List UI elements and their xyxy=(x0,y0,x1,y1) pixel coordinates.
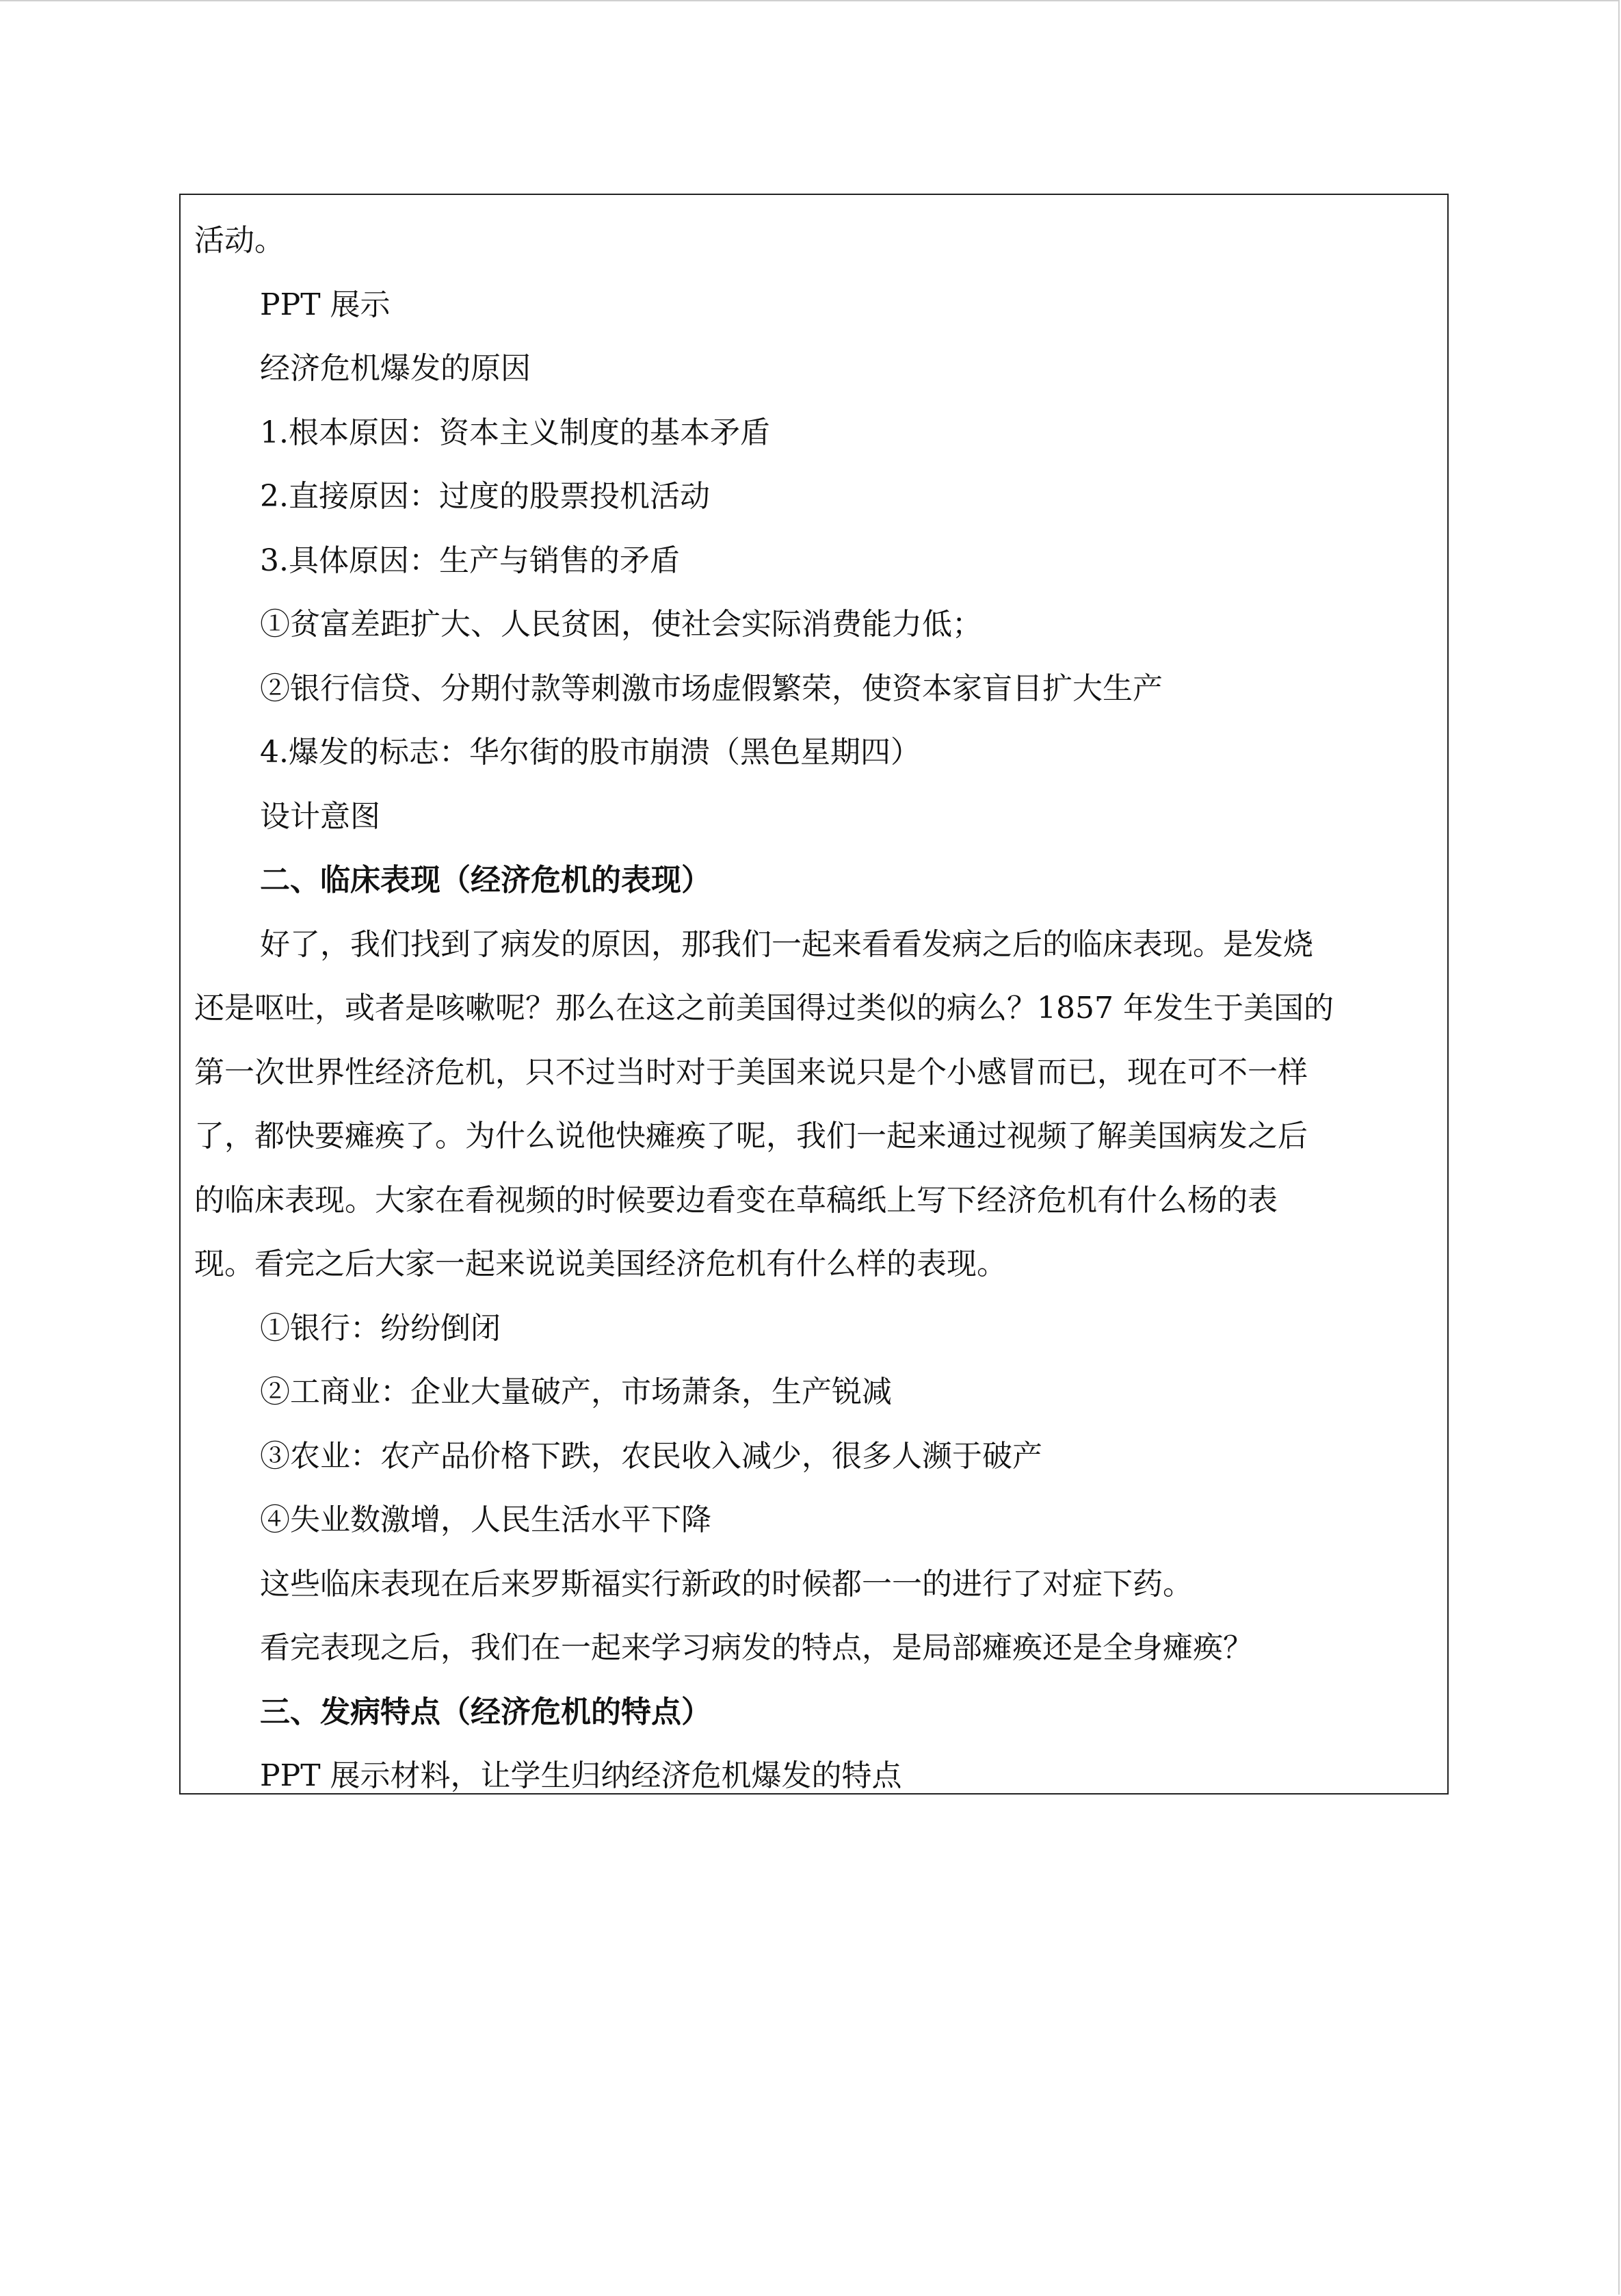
text-line: ①银行：纷纷倒闭 xyxy=(260,1310,501,1346)
text-line: ③农业：农产品价格下跌，农民收入减少，很多人濒于破产 xyxy=(260,1438,1042,1474)
text-line: 的临床表现。大家在看视频的时候要边看变在草稿纸上写下经济危机有什么杨的表 xyxy=(194,1182,1278,1218)
text-line: ①贫富差距扩大、人民贫困，使社会实际消费能力低； xyxy=(260,607,982,642)
text-line: 第一次世界性经济危机，只不过当时对于美国来说只是个小感冒而已，现在可不一样 xyxy=(194,1054,1308,1090)
section-heading: 三、发病特点（经济危机的特点） xyxy=(260,1694,711,1730)
text-line: 4.爆发的标志：华尔街的股市崩溃（黑色星期四） xyxy=(260,735,921,770)
text-line: ②工商业：企业大量破产，市场萧条，生产锐减 xyxy=(260,1374,892,1409)
section-heading: 二、临床表现（经济危机的表现） xyxy=(260,863,711,898)
text-line: 经济危机爆发的原因 xyxy=(260,351,531,386)
text-line: 这些临床表现在后来罗斯福实行新政的时候都一一的进行了对症下药。 xyxy=(260,1566,1193,1602)
text-line: ④失业数激增，人民生活水平下降 xyxy=(260,1502,711,1537)
text-line: 设计意图 xyxy=(260,798,380,834)
text-line: 现。看完之后大家一起来说说美国经济危机有什么样的表现。 xyxy=(194,1247,1007,1281)
document-table-cell xyxy=(179,194,1449,1795)
text-line: 3.具体原因：生产与销售的矛盾 xyxy=(260,543,680,578)
text-line: 了，都快要瘫痪了。为什么说他快瘫痪了呢，我们一起来通过视频了解美国病发之后 xyxy=(194,1119,1308,1153)
document-body xyxy=(194,209,1434,1808)
text-line: ②银行信贷、分期付款等刺激市场虚假繁荣，使资本家盲目扩大生产 xyxy=(260,670,1163,706)
text-line: 看完表现之后，我们在一起来学习病发的特点，是局部瘫痪还是全身瘫痪？ xyxy=(260,1630,1253,1665)
text-line: 1.根本原因：资本主义制度的基本矛盾 xyxy=(260,415,770,450)
text-line: 还是呕吐，或者是咳嗽呢？那么在这之前美国得过类似的病么？1857 年发生于美国的 xyxy=(194,991,1334,1026)
text-line: 活动。 xyxy=(194,223,285,258)
text-line: PPT 展示 xyxy=(260,287,391,322)
text-line: PPT 展示材料，让学生归纳经济危机爆发的特点 xyxy=(260,1758,902,1793)
text-line: 好了，我们找到了病发的原因，那我们一起来看看发病之后的临床表现。是发烧 xyxy=(260,926,1313,962)
text-line: 2.直接原因：过度的股票投机活动 xyxy=(260,479,710,514)
